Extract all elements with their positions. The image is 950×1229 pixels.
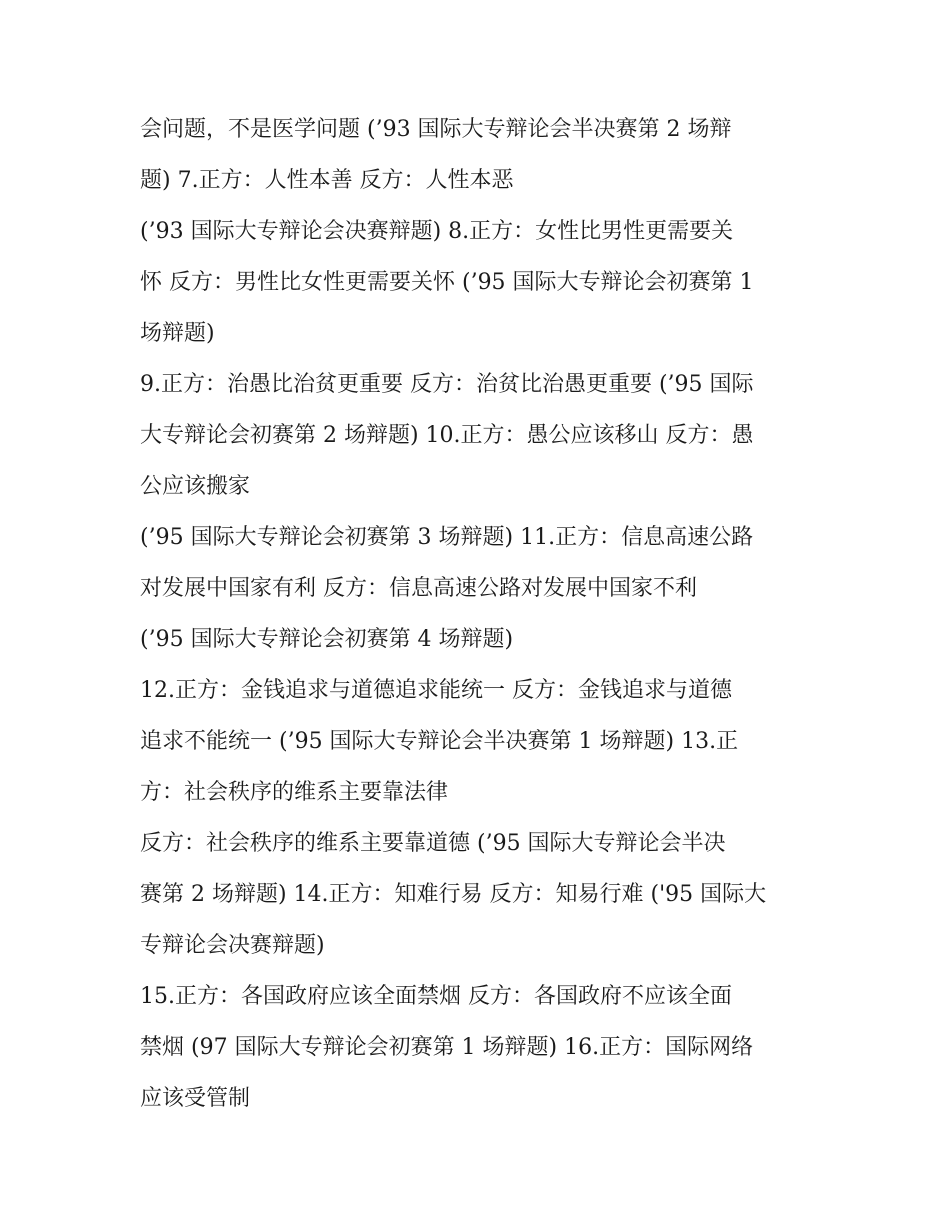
text-line: 怀 反方：男性比女性更需要关怀 (’95 国际大专辩论会初赛第 1 [140, 270, 754, 295]
text-line: 反方：社会秩序的维系主要靠道德 (’95 国际大专辩论会半决 [140, 831, 726, 856]
text-line: 禁烟 (97 国际大专辩论会初赛第 1 场辩题) 16.正方：国际网络 [140, 1035, 754, 1060]
text-line: 大专辩论会初赛第 2 场辩题) 10.正方：愚公应该移山 反方：愚 [140, 423, 754, 448]
text-line: 会问题，不是医学问题 (’93 国际大专辩论会半决赛第 2 场辩 [140, 117, 732, 142]
text-line: (’95 国际大专辩论会初赛第 3 场辩题) 11.正方：信息高速公路 [140, 525, 754, 550]
body-text [140, 104, 820, 1124]
text-line: (’93 国际大专辩论会决赛辩题) 8.正方：女性比男性更需要关 [140, 219, 734, 244]
text-line: 15.正方：各国政府应该全面禁烟 反方：各国政府不应该全面 [140, 984, 732, 1009]
text-line: 应该受管制 [140, 1086, 251, 1111]
text-line: 场辩题) [140, 321, 215, 346]
text-line: 追求不能统一 (’95 国际大专辩论会半决赛第 1 场辩题) 13.正 [140, 729, 739, 754]
text-line: 12.正方：金钱追求与道德追求能统一 反方：金钱追求与道德 [140, 678, 732, 703]
text-line: 专辩论会决赛辩题) [140, 933, 325, 958]
text-line: 赛第 2 场辩题) 14.正方：知难行易 反方：知易行难 ('95 国际大 [140, 882, 767, 907]
text-line: 题) 7.正方：人性本善 反方：人性本恶 [140, 168, 514, 193]
text-line: 对发展中国家有利 反方：信息高速公路对发展中国家不利 [140, 576, 697, 601]
text-line: 9.正方：治愚比治贫更重要 反方：治贫比治愚更重要 (’95 国际 [140, 372, 754, 397]
text-line: 公应该搬家 [140, 474, 251, 499]
text-line: (’95 国际大专辩论会初赛第 4 场辩题) [140, 627, 514, 652]
text-line: 方：社会秩序的维系主要靠法律 [140, 780, 449, 805]
